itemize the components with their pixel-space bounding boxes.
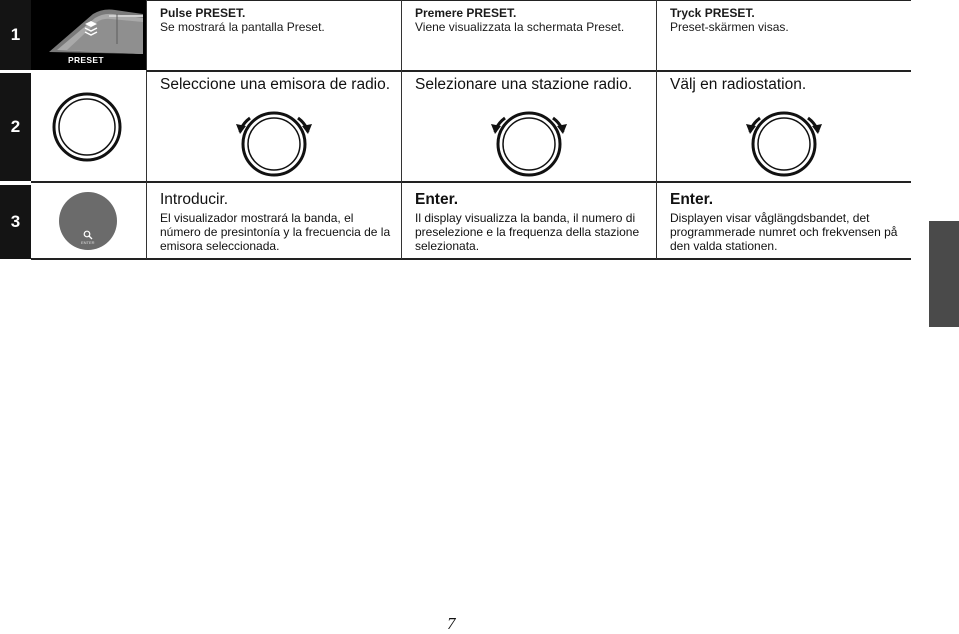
enter-button-illustration — [59, 192, 117, 250]
row3-it-text — [415, 191, 639, 253]
step-number-1: 1 — [0, 0, 31, 70]
row3-es-title: Introducir. — [160, 191, 229, 208]
row3-sv-line2: programmerade numret och frekvensen på — [670, 225, 898, 239]
row3-es-line1: El visualizador mostrará la banda, el — [160, 211, 354, 225]
row3-it-line3: selezionata. — [415, 239, 480, 253]
row2-es-title: Seleccione una emisora de radio. — [160, 76, 391, 93]
dial-knob-icon — [52, 92, 122, 162]
row3-sv-line1: Displayen visar våglängdsbandet, det — [670, 211, 870, 225]
column-divider-1 — [146, 0, 147, 259]
row-divider-top — [146, 0, 911, 1]
row-divider-2 — [31, 181, 911, 183]
row2-it-title: Selezionare una stazione radio. — [415, 76, 633, 93]
step-number-3: 3 — [0, 185, 31, 259]
preset-button-illustration — [31, 0, 146, 70]
row3-it-line1: Il display visualizza la banda, il numero di — [415, 211, 636, 225]
row1-it-text — [415, 6, 624, 34]
enter-label: ENTER — [81, 240, 95, 245]
column-divider-2 — [401, 0, 402, 259]
row3-it-title: Enter. — [415, 191, 459, 208]
row1-es-title: Pulse PRESET. — [160, 6, 246, 20]
row2-sv-title: Välj en radiostation. — [670, 76, 807, 93]
row-divider-3 — [31, 258, 911, 260]
row1-it-title: Premere PRESET. — [415, 6, 517, 20]
row1-sv-body: Preset-skärmen visas. — [670, 20, 789, 34]
column-divider-3 — [656, 0, 657, 259]
row1-sv-text — [670, 6, 789, 34]
magnifier-icon — [83, 230, 93, 240]
preset-label: PRESET — [68, 55, 104, 65]
row3-sv-title: Enter. — [670, 191, 714, 208]
section-thumb-tab — [929, 221, 959, 327]
step-number-2: 2 — [0, 73, 31, 181]
row3-es-line2: número de presintonía y la frecuencia de la — [160, 225, 391, 239]
row3-it-line2: preselezione e la frequenza della stazione — [415, 225, 640, 239]
row1-es-body: Se mostrará la pantalla Preset. — [160, 20, 325, 34]
row3-sv-line3: den valda stationen. — [670, 239, 778, 253]
row1-it-body: Viene visualizzata la schermata Preset. — [415, 20, 625, 34]
row1-sv-title: Tryck PRESET. — [670, 6, 755, 20]
rotate-knob-icon-sv — [738, 100, 830, 180]
rotate-knob-icon-es — [228, 100, 320, 180]
row3-es-text — [160, 191, 390, 253]
row-divider-1 — [146, 70, 911, 72]
rotate-knob-icon-it — [483, 100, 575, 180]
row3-es-line3: emisora seleccionada. — [160, 239, 280, 253]
row3-sv-text — [670, 191, 897, 253]
page-number: 7 — [447, 614, 456, 633]
row1-es-text — [160, 6, 325, 34]
